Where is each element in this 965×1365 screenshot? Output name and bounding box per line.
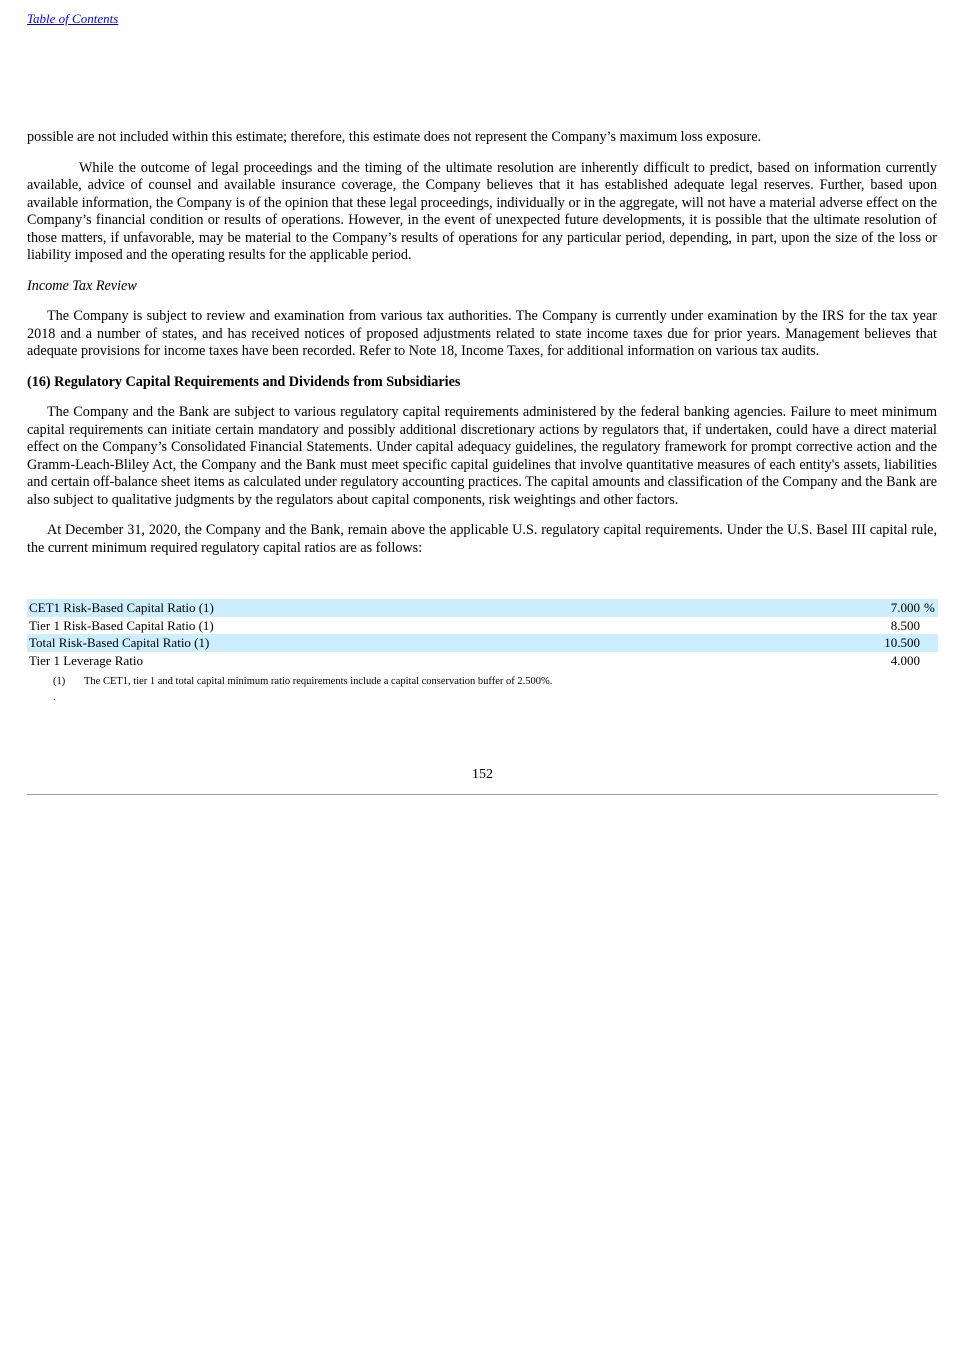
ratio-unit [922, 617, 938, 635]
paragraph-basel-iii: At December 31, 2020, the Company and the Bank, remain above the applicable U.S. regulatory capital requirements. Under the U.S. Basel III capital rule, the current minimum required regulatory capital ratios are as follows: [27, 522, 937, 556]
table-row [27, 617, 938, 635]
ratio-label: Tier 1 Risk-Based Capital Ratio (1) [29, 617, 214, 633]
paragraph-loss-exposure: possible are not included within this estimate; therefore, this estimate does not represent the Company’s maximum loss exposure. [27, 129, 762, 145]
subheading-income-tax-review: Income Tax Review [27, 277, 137, 294]
ratio-label: Tier 1 Leverage Ratio [29, 652, 143, 668]
ratio-label: Total Risk-Based Capital Ratio (1) [27, 634, 818, 652]
table-row [27, 599, 938, 617]
page-divider [27, 794, 937, 795]
footnote-text: The CET1, tier 1 and total capital minimum ratio requirements include a capital conservation buffer of 2.500%. [84, 676, 553, 687]
ratio-value: 8.500 [890, 617, 920, 633]
ratio-unit: % [922, 599, 938, 617]
footnote [53, 675, 552, 689]
paragraph-income-tax: The Company is subject to review and examination from various tax authorities. The Company is currently under examination by the IRS for the tax year 2018 and a number of states, and has received notices of proposed adjustments related to state income taxes due for prior years. Management believes that adequate provisions for income taxes have been recorded. Refer to Note 18, Income Taxes, for additional information on various tax audits. [27, 308, 937, 359]
paragraph-regulatory-requirements: The Company and the Bank are subject to various regulatory capital requirements administered by the federal banking agencies. Failure to meet minimum capital requirements can initiate certain mandatory and possibly additional discretionary actions by regulators that, if undertaken, could have a direct material effect on the Company’s Consolidated Financial Statements. Under capital adequacy guidelines, the regulatory framework for prompt corrective action and the Gramm-Leach-Bliley Act, the Company and the Bank must meet specific capital guidelines that involve quantitative measures of each entity's assets, liabilities and certain off-balance sheet items as calculated under regulatory accounting practices. The capital amounts and classification of the Company and the Bank are also subject to qualitative judgments by the regulators about capital components, risk weightings and other factors. [27, 404, 937, 508]
page-number: 152 [472, 767, 493, 782]
footnote-trailing-period: . [53, 692, 56, 703]
section-heading-regulatory-capital: (16) Regulatory Capital Requirements and Dividends from Subsidiaries [27, 373, 461, 390]
footnote-marker: (1) [53, 676, 66, 687]
ratio-label: CET1 Risk-Based Capital Ratio (1) [27, 599, 818, 617]
capital-ratios-table [27, 599, 938, 669]
table-of-contents-link[interactable]: Table of Contents [27, 11, 119, 26]
ratio-value: 7.000 [818, 599, 922, 617]
ratio-value: 4.000 [890, 652, 920, 668]
document-body [27, 129, 937, 570]
ratio-value: 10.500 [818, 634, 922, 652]
table-row [27, 634, 938, 652]
table-row [27, 652, 938, 670]
paragraph-legal-proceedings: While the outcome of legal proceedings and the timing of the ultimate resolution are inherently difficult to predict, based on information currently available, advice of counsel and available insurance coverage, the Company believes that it has established adequate legal reserves. Further, based upon available information, the Company is of the opinion that these legal proceedings, individually or in the aggregate, will not have a material adverse effect on the Company’s financial condition or results of operations. However, in the event of unexpected future developments, it is possible that the ultimate resolution of those matters, if unfavorable, may be material to the Company’s results of operations for any particular period, depending, in part, upon the size of the loss or liability imposed and the operating results for the applicable period. [27, 159, 937, 263]
ratio-unit [922, 652, 938, 670]
ratio-unit [922, 634, 938, 652]
